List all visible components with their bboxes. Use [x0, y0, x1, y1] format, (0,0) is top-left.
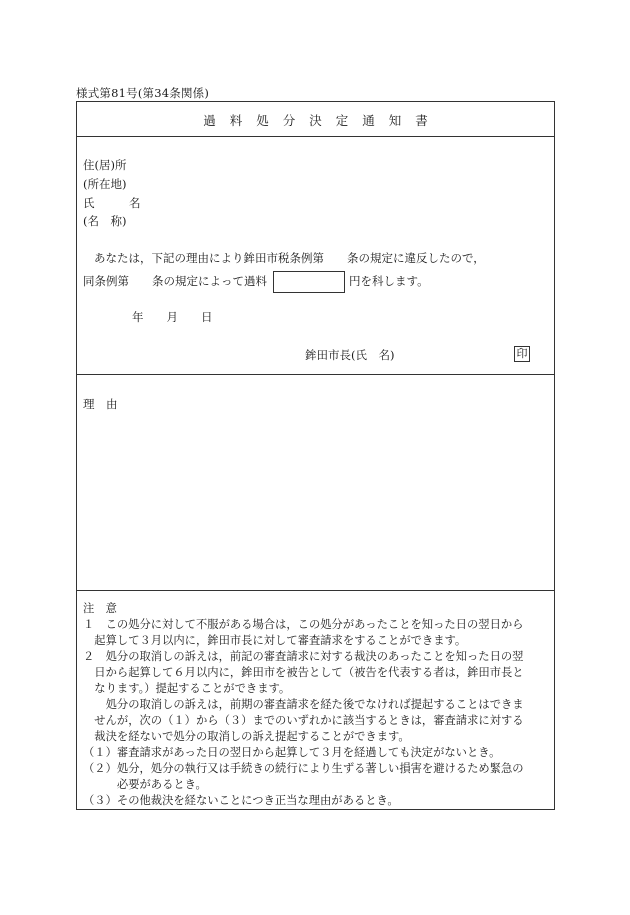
- entity-name-label: (名 称): [83, 214, 127, 228]
- body-line-1: あなたは，下記の理由により鉾田市税条例第 条の規定に違反したので，: [94, 251, 485, 265]
- note-line: 必要があるとき。: [83, 778, 207, 791]
- residence-label: 住(居)所: [83, 158, 127, 172]
- notes-section: [77, 590, 554, 811]
- body-line-2-after: 円を科します。: [349, 274, 429, 288]
- document-title: 過料処分決定通知書: [203, 113, 442, 128]
- date-line: 年 月 日: [132, 310, 213, 324]
- form-number-label: 様式第81号(第34条関係): [76, 86, 210, 100]
- note-line: 日から起算して６月以内に，鉾田市を被告として（被告を代表する者は，鉾田市長と: [83, 666, 524, 679]
- notice-section: [77, 136, 554, 375]
- note-line: なります。）提起することができます。: [83, 682, 291, 695]
- fine-amount-box[interactable]: [273, 271, 345, 293]
- reason-label: 理 由: [83, 397, 118, 411]
- note-line: （２）処分，処分の執行又は手続きの続行により生ずる著しい損害を避けるため緊急の: [83, 762, 524, 775]
- note-line: 処分の取消しの訴えは，前期の審査請求を経た後でなければ提起することはできま: [83, 698, 524, 711]
- reason-section: [77, 374, 554, 591]
- location-label: (所在地): [83, 177, 127, 191]
- seal-mark: 印: [514, 346, 530, 362]
- note-line: ２ 処分の取消しの訴えは，前記の審査請求に対する裁決のあったことを知った日の翌: [83, 650, 524, 663]
- body-line-2-before: 同条例第 条の規定によって過料: [83, 274, 267, 288]
- note-line: せんが，次の（１）から（３）までのいずれかに該当するときは，審査請求に対する: [83, 714, 524, 727]
- note-line: 裁決を経ないで処分の取消しの訴え提起することができます。: [83, 730, 410, 743]
- notice-form: [76, 101, 555, 810]
- issuer-line: 鉾田市長(氏 名): [305, 348, 395, 362]
- note-line: （３）その他裁決を経ないことにつき正当な理由があるとき。: [83, 794, 399, 807]
- note-line: （１）審査請求があった日の翌日から起算して３月を経過しても決定がないとき。: [83, 746, 501, 759]
- name-label: 氏 名: [83, 196, 141, 210]
- title-row: [77, 102, 554, 137]
- note-line: 起算して３月以内に，鉾田市長に対して審査請求をすることができます。: [83, 634, 467, 647]
- body-line-2: [83, 271, 429, 293]
- note-line: １ この処分に対して不服がある場合は，この処分があったことを知った日の翌日から: [83, 618, 524, 631]
- notes-heading: 注 意: [83, 602, 117, 615]
